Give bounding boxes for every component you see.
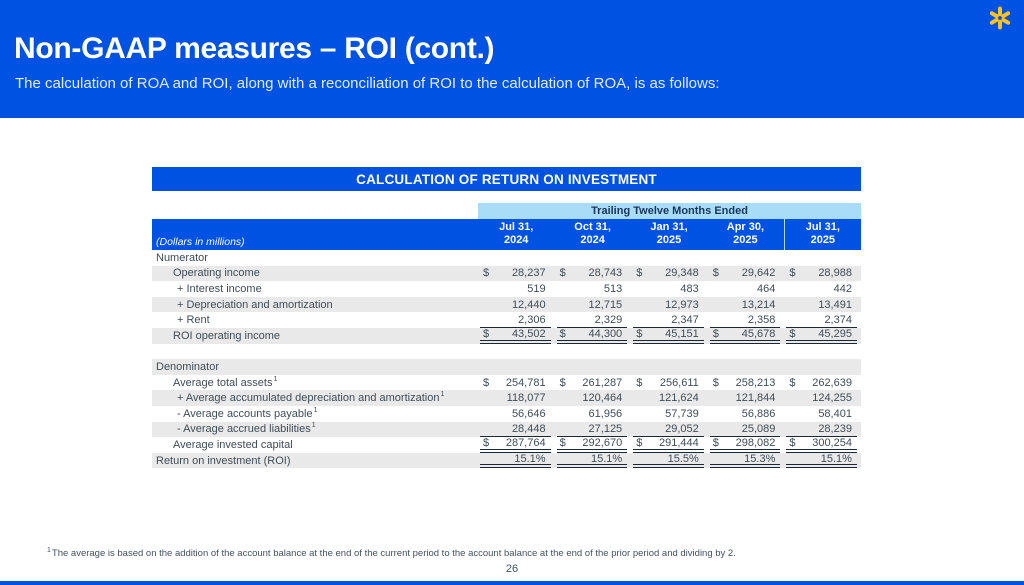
dollar-sign: $ [559, 376, 566, 389]
cell-value: 15.1% [514, 452, 546, 465]
value-cell [784, 359, 861, 375]
dollar-sign: $ [789, 436, 796, 449]
value-cell [631, 281, 708, 297]
column-header: Apr 30, 2025 [726, 221, 765, 246]
cell-value: 261,287 [582, 376, 623, 389]
value-cell [555, 453, 632, 469]
value-cell [555, 266, 632, 282]
value-cell [784, 406, 861, 422]
column-header: Jan 31, 2025 [650, 221, 688, 246]
value-cell [478, 344, 555, 360]
cell-value: 15.1% [820, 452, 852, 465]
value-cell [708, 266, 785, 282]
value-cell [478, 328, 555, 344]
value-cell [784, 297, 861, 313]
footnote-marker: 1 [47, 547, 51, 554]
row-label [152, 344, 478, 360]
dollar-sign: $ [789, 376, 796, 389]
cell-value: 29,348 [665, 267, 699, 280]
header-banner [0, 0, 1024, 118]
value-cell [784, 266, 861, 282]
value-cell [478, 297, 555, 313]
value-cell [784, 344, 861, 360]
table-title: CALCULATION OF RETURN ON INVESTMENT [152, 167, 861, 191]
value-cell [478, 375, 555, 391]
value-cell [631, 344, 708, 360]
cell-value: 12,973 [665, 298, 699, 311]
cell-value: 120,464 [582, 392, 623, 405]
cell-value: 121,624 [659, 392, 699, 405]
table-row [152, 250, 861, 266]
cell-value: 287,764 [505, 436, 546, 449]
cell-value: 124,255 [812, 392, 852, 405]
value-cell [478, 250, 555, 266]
dollar-sign: $ [636, 327, 643, 340]
value-cell [555, 375, 632, 391]
value-cell [478, 406, 555, 422]
dollar-sign: $ [636, 436, 643, 449]
dollar-sign: $ [483, 267, 490, 280]
value-cell [708, 312, 785, 328]
value-cell [631, 297, 708, 313]
value-cell [631, 375, 708, 391]
cell-value: 2,374 [824, 313, 852, 326]
footnote [47, 547, 736, 559]
value-cell [708, 328, 785, 344]
row-label: Denominator [156, 360, 219, 373]
value-cell [478, 437, 555, 453]
cell-value: 12,440 [511, 298, 546, 311]
value-cell [555, 359, 632, 375]
value-cell [478, 281, 555, 297]
cell-value: 513 [603, 282, 623, 295]
walmart-spark-icon [988, 6, 1012, 30]
row-label: + Rent [177, 314, 210, 327]
cell-value: 27,125 [588, 422, 623, 435]
cell-value: 15.5% [667, 452, 699, 465]
cell-value: 483 [680, 282, 699, 295]
value-cell [784, 390, 861, 406]
value-cell [478, 312, 555, 328]
row-label: - Average accounts payable 1 [177, 406, 318, 420]
value-cell [784, 453, 861, 469]
cell-value: 258,213 [735, 376, 776, 389]
value-cell [631, 390, 708, 406]
row-label: Numerator [156, 251, 208, 264]
cell-value: 61,956 [588, 407, 623, 420]
value-cell [555, 406, 632, 422]
roi-calculation-table [152, 167, 861, 468]
dollar-sign: $ [789, 267, 796, 280]
row-label: Operating income [173, 267, 260, 280]
cell-value: 12,715 [588, 298, 623, 311]
value-cell [784, 422, 861, 438]
table-body [152, 250, 861, 468]
table-row [152, 328, 861, 344]
row-label: + Average accumulated depreciation and amortization 1 [177, 391, 445, 405]
value-cell [555, 422, 632, 438]
value-cell [708, 250, 785, 266]
cell-value: 292,670 [582, 436, 623, 449]
value-cell [478, 453, 555, 469]
cell-value: 298,082 [735, 436, 776, 449]
column-header-row [152, 219, 861, 250]
dollar-sign: $ [636, 267, 643, 280]
table-row [152, 297, 861, 313]
value-cell [708, 344, 785, 360]
value-cell [478, 390, 555, 406]
value-cell [708, 422, 785, 438]
spacer-row [152, 344, 861, 360]
dollar-sign: $ [483, 327, 490, 340]
dollar-sign: $ [559, 267, 566, 280]
cell-value: 2,358 [747, 313, 776, 326]
cell-value: 2,347 [671, 313, 699, 326]
table-row [152, 281, 861, 297]
value-cell [631, 437, 708, 453]
cell-value: 25,089 [741, 422, 776, 435]
dollar-sign: $ [712, 376, 719, 389]
cell-value: 519 [527, 282, 546, 295]
cell-value: 45,678 [741, 327, 776, 340]
row-label: ROI operating income [173, 329, 280, 342]
value-cell [784, 281, 861, 297]
value-cell [478, 422, 555, 438]
value-cell [708, 437, 785, 453]
dollar-sign: $ [712, 267, 719, 280]
cell-value: 291,444 [659, 436, 699, 449]
ttm-header-row [152, 203, 861, 219]
row-label: - Average accrued liabilities 1 [177, 422, 316, 436]
table-row [152, 422, 861, 438]
value-cell [784, 250, 861, 266]
page-subtitle: The calculation of ROA and ROI, along with a reconciliation of ROI to the calculation of ROA, is as follows: [15, 75, 720, 92]
cell-value: 121,844 [735, 392, 776, 405]
page-title: Non-GAAP measures – ROI (cont.) [14, 32, 495, 65]
row-label: Return on investment (ROI) [156, 454, 291, 467]
cell-value: 118,077 [506, 392, 546, 405]
value-cell [555, 312, 632, 328]
cell-value: 2,306 [518, 313, 546, 326]
value-cell [555, 297, 632, 313]
cell-value: 44,300 [588, 327, 623, 340]
value-cell [784, 437, 861, 453]
cell-value: 58,401 [818, 407, 852, 420]
value-cell [631, 250, 708, 266]
value-cell [708, 375, 785, 391]
value-cell [478, 359, 555, 375]
dollar-sign: $ [559, 436, 566, 449]
table-row [152, 375, 861, 391]
value-cell [708, 359, 785, 375]
column-header: Jul 31, 2024 [499, 221, 534, 246]
value-cell [631, 406, 708, 422]
value-cell [631, 453, 708, 469]
cell-value: 256,611 [659, 376, 699, 389]
table-row [152, 359, 861, 375]
cell-value: 29,642 [741, 267, 776, 280]
cell-value: 300,254 [812, 436, 852, 449]
cell-value: 28,237 [511, 267, 546, 280]
dollar-sign: $ [712, 436, 719, 449]
value-cell [708, 281, 785, 297]
value-cell [555, 390, 632, 406]
value-cell [708, 453, 785, 469]
cell-value: 15.3% [744, 452, 776, 465]
row-label: Average invested capital [173, 438, 293, 451]
cell-value: 43,502 [511, 327, 546, 340]
table-row [152, 390, 861, 406]
cell-value: 13,214 [741, 298, 776, 311]
footnote-text: The average is based on the addition of the account balance at the end of the current period to the account balance at the end of the prior period and dividing by 2. [51, 548, 736, 560]
value-cell [708, 390, 785, 406]
value-cell [784, 328, 861, 344]
ttm-spacer [152, 203, 478, 219]
table-row [152, 266, 861, 282]
table-row [152, 453, 861, 469]
value-cell [631, 422, 708, 438]
value-cell [708, 406, 785, 422]
cell-value: 56,886 [741, 407, 776, 420]
dollar-sign: $ [636, 376, 643, 389]
row-label: Average total assets 1 [173, 375, 278, 389]
cell-value: 28,988 [818, 267, 852, 280]
value-cell [631, 328, 708, 344]
cell-value: 15.1% [590, 452, 623, 465]
value-cell [784, 312, 861, 328]
dollar-sign: $ [483, 376, 490, 389]
cell-value: 57,739 [665, 407, 699, 420]
cell-value: 2,329 [594, 313, 623, 326]
value-cell [555, 437, 632, 453]
cell-value: 56,646 [511, 407, 546, 420]
cell-value: 442 [833, 282, 852, 295]
value-cell [631, 359, 708, 375]
value-cell [555, 250, 632, 266]
cell-value: 28,743 [588, 267, 623, 280]
cell-value: 45,151 [665, 327, 699, 340]
cell-value: 464 [757, 282, 776, 295]
table-row [152, 437, 861, 453]
cell-value: 28,448 [511, 422, 546, 435]
value-cell [555, 281, 632, 297]
cell-value: 29,052 [665, 422, 699, 435]
table-row [152, 312, 861, 328]
table-row [152, 406, 861, 422]
value-cell [631, 312, 708, 328]
cell-value: 13,491 [818, 298, 852, 311]
value-cell [708, 297, 785, 313]
cell-value: 28,239 [818, 422, 852, 435]
column-header: Jul 31, 2025 [784, 219, 861, 250]
cell-value: 254,781 [505, 376, 546, 389]
dollar-sign: $ [483, 436, 490, 449]
cell-value: 262,639 [812, 376, 852, 389]
bottom-accent-bar [0, 581, 1024, 585]
value-cell [784, 375, 861, 391]
page-number: 26 [505, 563, 519, 575]
value-cell [631, 266, 708, 282]
row-label: + Depreciation and amortization [177, 298, 333, 311]
dollar-sign: $ [712, 327, 719, 340]
dollar-sign: $ [559, 327, 566, 340]
ttm-span-header: Trailing Twelve Months Ended [478, 203, 861, 219]
cell-value: 45,295 [818, 327, 852, 340]
column-header: Oct 31, 2024 [574, 221, 611, 246]
row-label: + Interest income [177, 282, 262, 295]
value-cell [555, 344, 632, 360]
units-label: (Dollars in millions) [156, 236, 245, 248]
value-cell [478, 266, 555, 282]
dollar-sign: $ [789, 327, 796, 340]
value-cell [555, 328, 632, 344]
